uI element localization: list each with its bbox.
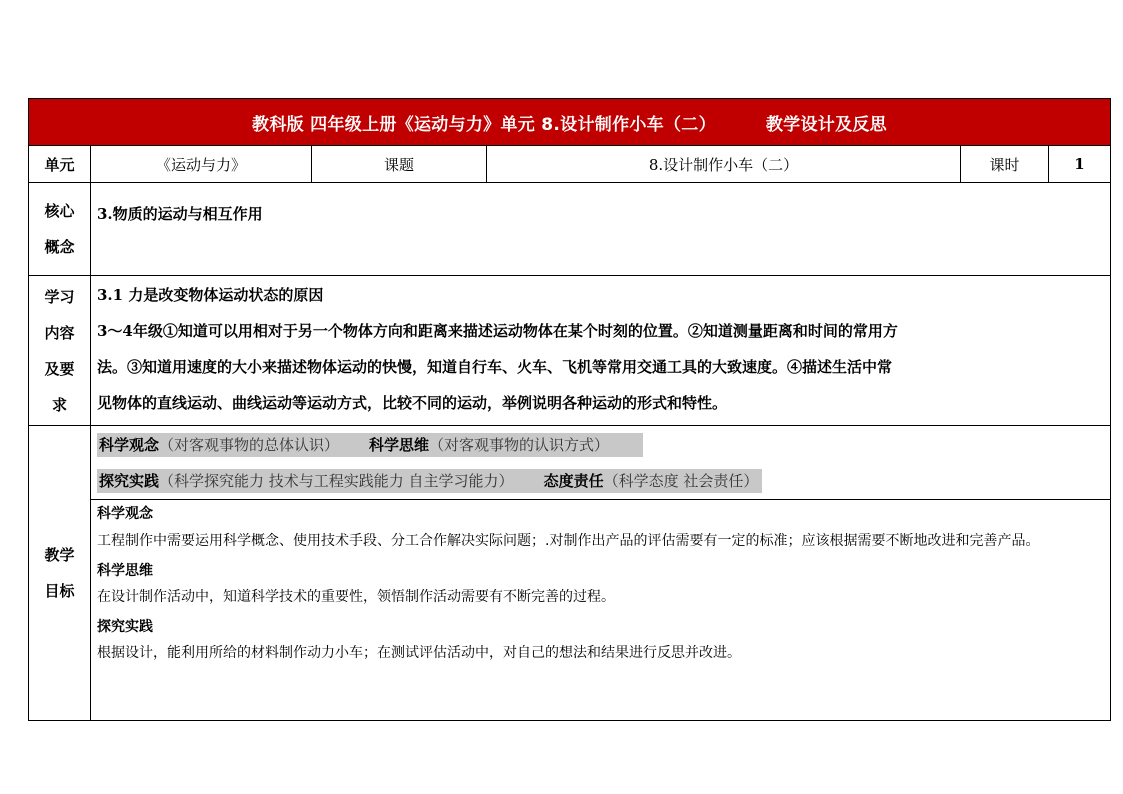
literacy-title: 科学思维 bbox=[369, 436, 430, 454]
literacy-title: 态度责任 bbox=[543, 472, 604, 490]
goal-details-cell bbox=[91, 500, 1111, 721]
period-label: 课时 bbox=[961, 146, 1049, 183]
learning-requirements-text bbox=[91, 276, 1111, 426]
requirement-line: 3～4年级①知道可以用相对于另一个物体方向和距离来描述运动物体在某个时刻的位置。②知道测量距离和时间的常用方 bbox=[97, 322, 898, 340]
topic-value: 8.设计制作小车（二） bbox=[487, 146, 961, 183]
literacy-highlight bbox=[97, 469, 762, 493]
core-literacy-cell bbox=[91, 426, 1111, 500]
core-concept-text: 3.物质的运动与相互作用 bbox=[91, 183, 1111, 276]
literacy-desc: （对客观事物的总体认识） bbox=[159, 436, 340, 454]
lesson-plan-table bbox=[28, 98, 1111, 721]
requirement-line: 见物体的直线运动、曲线运动等运动方式，比较不同的运动，举例说明各种运动的形式和特性。 bbox=[97, 394, 728, 412]
literacy-desc: （科学态度 社会责任） bbox=[603, 472, 759, 490]
literacy-desc: （对客观事物的认识方式） bbox=[429, 436, 610, 454]
unit-label: 单元 bbox=[29, 146, 91, 183]
topic-label: 课题 bbox=[312, 146, 487, 183]
goal-heading: 科学观念 bbox=[97, 506, 153, 522]
core-concept-label bbox=[29, 183, 91, 276]
goal-text: 工程制作中需要运用科学概念、使用技术手段、分工合作解决实际问题；.对制作出产品的评估需要有一定的标准；应该根据需要不断地改进和完善产品。 bbox=[97, 533, 1040, 549]
requirement-line: 法。③知道用速度的大小来描述物体运动的快慢，知道自行车、火车、飞机等常用交通工具的大致速度。④描述生活中常 bbox=[97, 358, 893, 376]
literacy-desc: （科学探究能力 技术与工程实践能力 自主学习能力） bbox=[159, 472, 514, 490]
unit-value: 《运动与力》 bbox=[91, 146, 312, 183]
requirement-line: 3.1 力是改变物体运动状态的原因 bbox=[97, 286, 324, 304]
literacy-title: 科学观念 bbox=[99, 436, 160, 454]
literacy-line-1 bbox=[97, 427, 1110, 463]
label-line: 内容 bbox=[44, 323, 75, 342]
teaching-goals-row bbox=[29, 426, 1111, 500]
title-suffix: 教学设计及反思 bbox=[765, 114, 887, 135]
goal-heading: 科学思维 bbox=[97, 563, 153, 579]
period-value: 1 bbox=[1049, 146, 1111, 183]
goal-details-row bbox=[29, 500, 1111, 721]
goal-text: 根据设计，能利用所给的材料制作动力小车；在测试评估活动中，对自己的想法和结果进行反思并改进。 bbox=[97, 645, 741, 661]
literacy-line-2 bbox=[97, 463, 1110, 499]
title-row bbox=[29, 99, 1111, 146]
label-line: 及要 bbox=[44, 359, 75, 378]
page-title bbox=[29, 99, 1111, 146]
literacy-highlight bbox=[97, 433, 643, 457]
title-main: 教科版 四年级上册《运动与力》单元 8.设计制作小车（二） bbox=[252, 114, 716, 135]
label-line: 目标 bbox=[44, 582, 75, 600]
teaching-goals-label bbox=[29, 426, 91, 721]
learning-requirements-label bbox=[29, 276, 91, 426]
goal-heading: 探究实践 bbox=[97, 619, 153, 635]
label-line: 教学 bbox=[44, 546, 75, 564]
literacy-title: 探究实践 bbox=[99, 472, 160, 490]
learning-requirements-row bbox=[29, 276, 1111, 426]
label-line: 求 bbox=[51, 395, 67, 414]
label-line: 核心 bbox=[44, 202, 75, 220]
label-line: 概念 bbox=[44, 238, 75, 256]
goal-text: 在设计制作活动中，知道科学技术的重要性，领悟制作活动需要有不断完善的过程。 bbox=[97, 589, 615, 605]
header-row bbox=[29, 146, 1111, 183]
core-concept-row bbox=[29, 183, 1111, 276]
label-line: 学习 bbox=[44, 287, 75, 306]
